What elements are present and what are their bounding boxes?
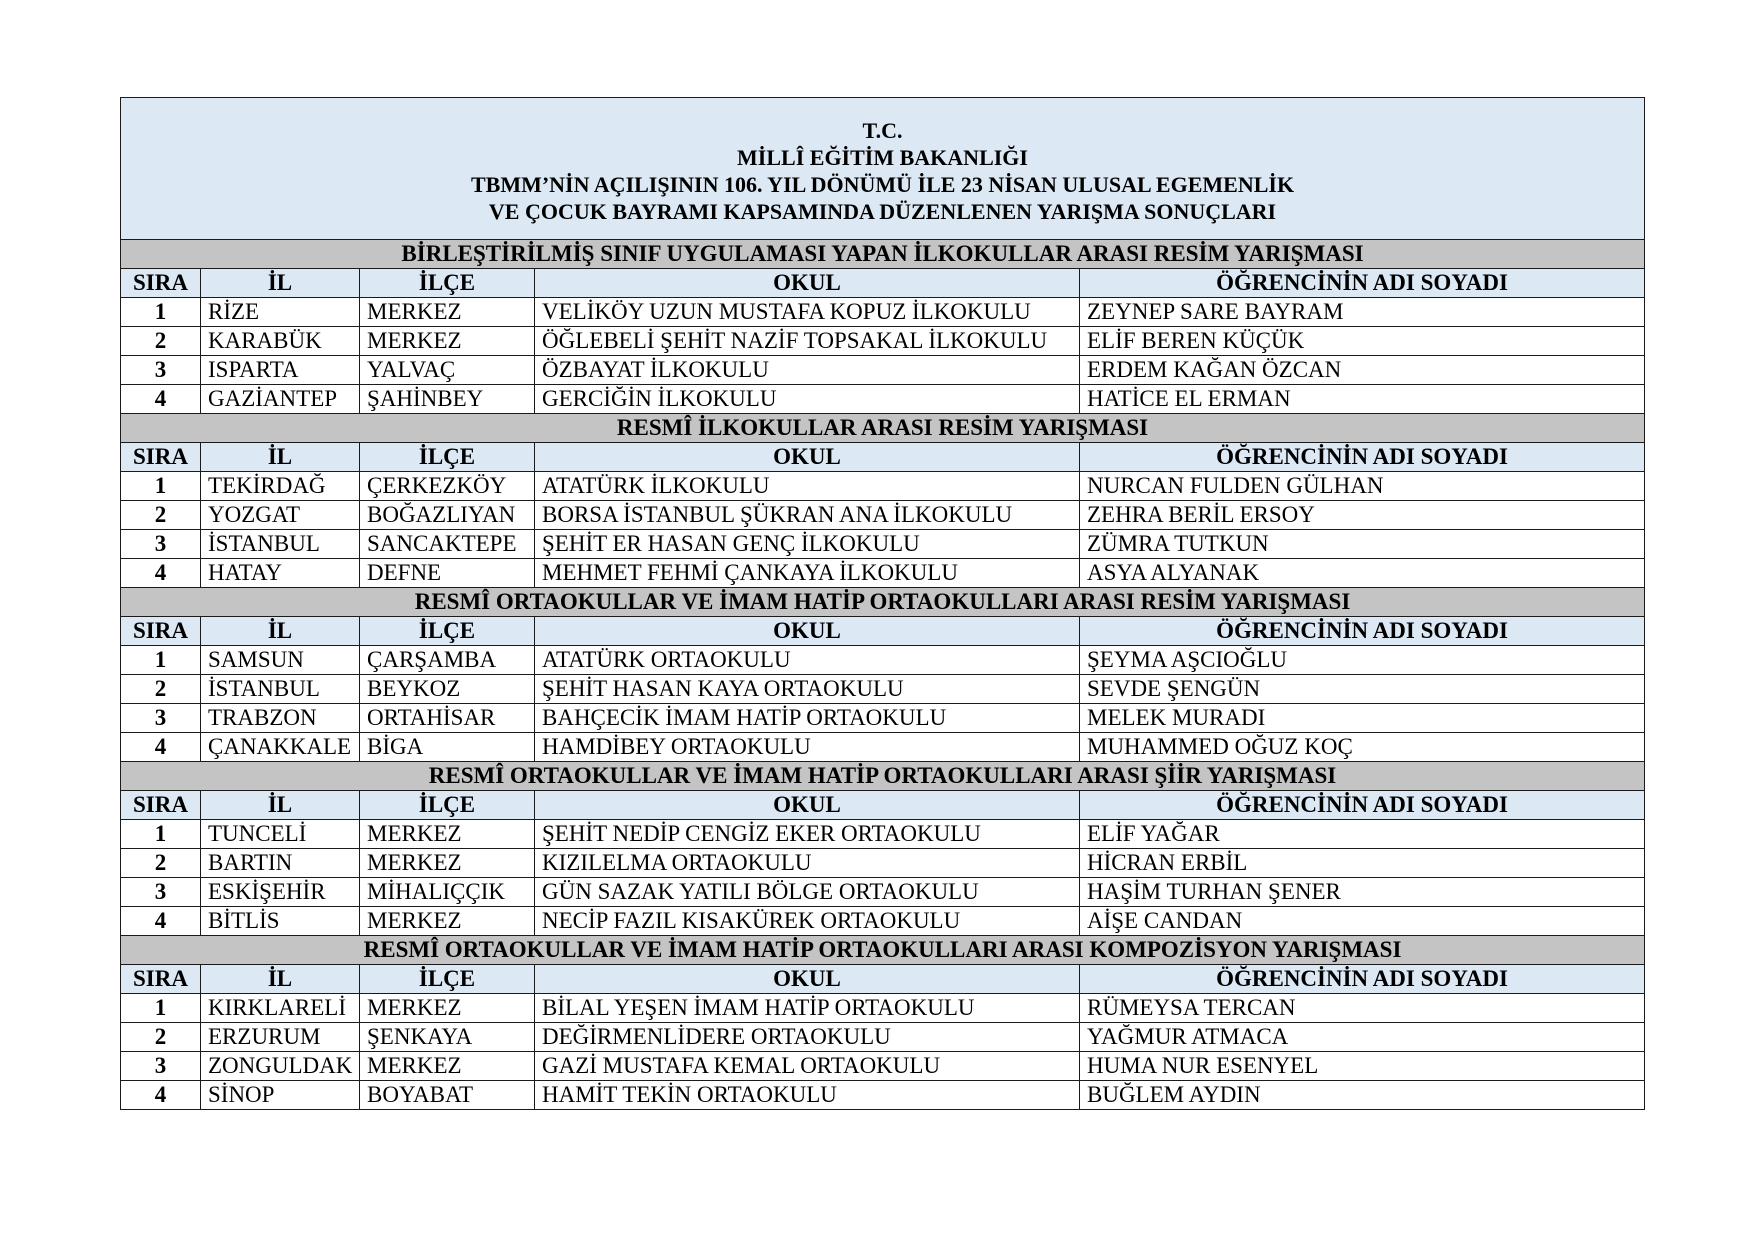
cell-il: İSTANBUL <box>201 675 360 704</box>
table-row <box>121 733 1645 762</box>
column-header-ogrenci: ÖĞRENCİNİN ADI SOYADI <box>1080 791 1645 820</box>
cell-il: SİNOP <box>201 1081 360 1110</box>
cell-sira: 3 <box>121 704 201 733</box>
cell-sira: 2 <box>121 1023 201 1052</box>
section-title-row <box>121 414 1645 443</box>
cell-ilce: DEFNE <box>360 559 535 588</box>
document-header-cell <box>121 98 1645 240</box>
cell-il: SAMSUN <box>201 646 360 675</box>
cell-ilce: MERKEZ <box>360 820 535 849</box>
section-title-row <box>121 588 1645 617</box>
cell-il: BARTIN <box>201 849 360 878</box>
cell-ilce: SANCAKTEPE <box>360 530 535 559</box>
cell-ilce: BOYABAT <box>360 1081 535 1110</box>
cell-il: TRABZON <box>201 704 360 733</box>
cell-ogrenci: ZÜMRA TUTKUN <box>1080 530 1645 559</box>
cell-il: RİZE <box>201 298 360 327</box>
cell-il: HATAY <box>201 559 360 588</box>
section-title-row <box>121 936 1645 965</box>
cell-sira: 1 <box>121 472 201 501</box>
cell-okul: ŞEHİT ER HASAN GENÇ İLKOKULU <box>535 530 1080 559</box>
column-header-il: İL <box>201 791 360 820</box>
cell-sira: 3 <box>121 878 201 907</box>
section-title: BİRLEŞTİRİLMİŞ SINIF UYGULAMASI YAPAN İLKOKULLAR ARASI RESİM YARIŞMASI <box>121 240 1645 269</box>
results-table <box>120 97 1645 1110</box>
header-line-4: VE ÇOCUK BAYRAMI KAPSAMINDA DÜZENLENEN YARIŞMA SONUÇLARI <box>488 198 1277 224</box>
cell-ogrenci: ELİF BEREN KÜÇÜK <box>1080 327 1645 356</box>
header-line-2: MİLLÎ EĞİTİM BAKANLIĞI <box>737 144 1028 170</box>
column-header-okul: OKUL <box>535 443 1080 472</box>
cell-ilce: ÇERKEZKÖY <box>360 472 535 501</box>
cell-ogrenci: YAĞMUR ATMACA <box>1080 1023 1645 1052</box>
cell-il: ESKİŞEHİR <box>201 878 360 907</box>
column-header-ilce: İLÇE <box>360 617 535 646</box>
section-title: RESMÎ İLKOKULLAR ARASI RESİM YARIŞMASI <box>121 414 1645 443</box>
results-document <box>120 97 1644 1110</box>
cell-okul: ŞEHİT NEDİP CENGİZ EKER ORTAOKULU <box>535 820 1080 849</box>
cell-ilce: MERKEZ <box>360 849 535 878</box>
column-header-sira: SIRA <box>121 791 201 820</box>
cell-il: TUNCELİ <box>201 820 360 849</box>
cell-ilce: ŞAHİNBEY <box>360 385 535 414</box>
cell-il: ISPARTA <box>201 356 360 385</box>
table-row <box>121 1052 1645 1081</box>
cell-sira: 4 <box>121 907 201 936</box>
cell-okul: MEHMET FEHMİ ÇANKAYA İLKOKULU <box>535 559 1080 588</box>
column-header-okul: OKUL <box>535 791 1080 820</box>
cell-okul: ÖĞLEBELİ ŞEHİT NAZİF TOPSAKAL İLKOKULU <box>535 327 1080 356</box>
table-row <box>121 1081 1645 1110</box>
cell-ilce: MERKEZ <box>360 1052 535 1081</box>
table-row <box>121 675 1645 704</box>
cell-ilce: BİGA <box>360 733 535 762</box>
cell-ilce: MERKEZ <box>360 298 535 327</box>
column-header-sira: SIRA <box>121 965 201 994</box>
column-header-ogrenci: ÖĞRENCİNİN ADI SOYADI <box>1080 443 1645 472</box>
cell-ogrenci: NURCAN FULDEN GÜLHAN <box>1080 472 1645 501</box>
cell-sira: 3 <box>121 530 201 559</box>
column-header-ilce: İLÇE <box>360 269 535 298</box>
column-header-il: İL <box>201 443 360 472</box>
cell-ogrenci: BUĞLEM AYDIN <box>1080 1081 1645 1110</box>
cell-sira: 1 <box>121 298 201 327</box>
cell-il: KARABÜK <box>201 327 360 356</box>
cell-ilce: MERKEZ <box>360 994 535 1023</box>
cell-okul: HAMİT TEKİN ORTAOKULU <box>535 1081 1080 1110</box>
cell-il: TEKİRDAĞ <box>201 472 360 501</box>
cell-okul: VELİKÖY UZUN MUSTAFA KOPUZ İLKOKULU <box>535 298 1080 327</box>
column-header-sira: SIRA <box>121 443 201 472</box>
cell-ilce: ŞENKAYA <box>360 1023 535 1052</box>
cell-il: ZONGULDAK <box>201 1052 360 1081</box>
cell-ogrenci: ŞEYMA AŞCIOĞLU <box>1080 646 1645 675</box>
section-title: RESMÎ ORTAOKULLAR VE İMAM HATİP ORTAOKULLARI ARASI ŞİİR YARIŞMASI <box>121 762 1645 791</box>
cell-okul: KIZILELMA ORTAOKULU <box>535 849 1080 878</box>
column-header-row <box>121 617 1645 646</box>
document-header <box>121 98 1645 240</box>
cell-ilce: ORTAHİSAR <box>360 704 535 733</box>
cell-okul: ŞEHİT HASAN KAYA ORTAOKULU <box>535 675 1080 704</box>
cell-okul: ATATÜRK ORTAOKULU <box>535 646 1080 675</box>
table-row <box>121 704 1645 733</box>
header-line-1: T.C. <box>862 117 903 143</box>
cell-sira: 2 <box>121 327 201 356</box>
table-row <box>121 298 1645 327</box>
column-header-row <box>121 443 1645 472</box>
column-header-ilce: İLÇE <box>360 443 535 472</box>
table-row <box>121 472 1645 501</box>
cell-okul: BAHÇECİK İMAM HATİP ORTAOKULU <box>535 704 1080 733</box>
cell-okul: DEĞİRMENLİDERE ORTAOKULU <box>535 1023 1080 1052</box>
column-header-ilce: İLÇE <box>360 965 535 994</box>
cell-ogrenci: ASYA ALYANAK <box>1080 559 1645 588</box>
cell-ogrenci: ERDEM KAĞAN ÖZCAN <box>1080 356 1645 385</box>
cell-ogrenci: MELEK MURADI <box>1080 704 1645 733</box>
cell-ilce: MERKEZ <box>360 907 535 936</box>
cell-il: YOZGAT <box>201 501 360 530</box>
cell-ilce: BOĞAZLIYAN <box>360 501 535 530</box>
cell-ogrenci: SEVDE ŞENGÜN <box>1080 675 1645 704</box>
table-row <box>121 327 1645 356</box>
column-header-il: İL <box>201 269 360 298</box>
cell-ogrenci: RÜMEYSA TERCAN <box>1080 994 1645 1023</box>
cell-sira: 4 <box>121 385 201 414</box>
column-header-okul: OKUL <box>535 269 1080 298</box>
cell-okul: BİLAL YEŞEN İMAM HATİP ORTAOKULU <box>535 994 1080 1023</box>
cell-ilce: YALVAÇ <box>360 356 535 385</box>
cell-okul: GAZİ MUSTAFA KEMAL ORTAOKULU <box>535 1052 1080 1081</box>
column-header-il: İL <box>201 965 360 994</box>
cell-sira: 1 <box>121 994 201 1023</box>
cell-okul: GÜN SAZAK YATILI BÖLGE ORTAOKULU <box>535 878 1080 907</box>
cell-okul: NECİP FAZIL KISAKÜREK ORTAOKULU <box>535 907 1080 936</box>
table-row <box>121 1023 1645 1052</box>
cell-okul: BORSA İSTANBUL ŞÜKRAN ANA İLKOKULU <box>535 501 1080 530</box>
cell-sira: 1 <box>121 820 201 849</box>
cell-il: KIRKLARELİ <box>201 994 360 1023</box>
cell-il: GAZİANTEP <box>201 385 360 414</box>
cell-il: BİTLİS <box>201 907 360 936</box>
table-row <box>121 878 1645 907</box>
cell-il: İSTANBUL <box>201 530 360 559</box>
cell-ilce: ÇARŞAMBA <box>360 646 535 675</box>
cell-ogrenci: MUHAMMED OĞUZ KOÇ <box>1080 733 1645 762</box>
cell-sira: 4 <box>121 559 201 588</box>
table-row <box>121 994 1645 1023</box>
cell-ogrenci: HATİCE EL ERMAN <box>1080 385 1645 414</box>
table-row <box>121 646 1645 675</box>
cell-sira: 2 <box>121 849 201 878</box>
cell-ilce: MİHALIÇÇIK <box>360 878 535 907</box>
table-row <box>121 356 1645 385</box>
table-row <box>121 530 1645 559</box>
section-title-row <box>121 762 1645 791</box>
cell-ogrenci: ELİF YAĞAR <box>1080 820 1645 849</box>
cell-ilce: MERKEZ <box>360 327 535 356</box>
section-title: RESMÎ ORTAOKULLAR VE İMAM HATİP ORTAOKULLARI ARASI KOMPOZİSYON YARIŞMASI <box>121 936 1645 965</box>
column-header-okul: OKUL <box>535 965 1080 994</box>
cell-sira: 2 <box>121 501 201 530</box>
cell-ogrenci: HAŞİM TURHAN ŞENER <box>1080 878 1645 907</box>
cell-il: ÇANAKKALE <box>201 733 360 762</box>
column-header-sira: SIRA <box>121 617 201 646</box>
cell-sira: 1 <box>121 646 201 675</box>
header-line-3: TBMM’NİN AÇILIŞININ 106. YIL DÖNÜMÜ İLE 23 NİSAN ULUSAL EGEMENLİK <box>470 171 1295 197</box>
cell-sira: 2 <box>121 675 201 704</box>
cell-sira: 4 <box>121 1081 201 1110</box>
column-header-ilce: İLÇE <box>360 791 535 820</box>
column-header-row <box>121 965 1645 994</box>
cell-okul: ATATÜRK İLKOKULU <box>535 472 1080 501</box>
column-header-row <box>121 269 1645 298</box>
column-header-sira: SIRA <box>121 269 201 298</box>
table-row <box>121 559 1645 588</box>
section-title-row <box>121 240 1645 269</box>
cell-okul: ÖZBAYAT İLKOKULU <box>535 356 1080 385</box>
cell-ogrenci: HUMA NUR ESENYEL <box>1080 1052 1645 1081</box>
cell-sira: 3 <box>121 1052 201 1081</box>
cell-il: ERZURUM <box>201 1023 360 1052</box>
cell-sira: 4 <box>121 733 201 762</box>
column-header-il: İL <box>201 617 360 646</box>
cell-ogrenci: AİŞE CANDAN <box>1080 907 1645 936</box>
cell-ogrenci: ZEHRA BERİL ERSOY <box>1080 501 1645 530</box>
section-title: RESMÎ ORTAOKULLAR VE İMAM HATİP ORTAOKULLARI ARASI RESİM YARIŞMASI <box>121 588 1645 617</box>
table-row <box>121 820 1645 849</box>
column-header-ogrenci: ÖĞRENCİNİN ADI SOYADI <box>1080 269 1645 298</box>
column-header-ogrenci: ÖĞRENCİNİN ADI SOYADI <box>1080 617 1645 646</box>
cell-sira: 3 <box>121 356 201 385</box>
cell-ogrenci: ZEYNEP SARE BAYRAM <box>1080 298 1645 327</box>
table-row <box>121 385 1645 414</box>
cell-okul: HAMDİBEY ORTAOKULU <box>535 733 1080 762</box>
table-row <box>121 501 1645 530</box>
table-row <box>121 849 1645 878</box>
cell-ogrenci: HİCRAN ERBİL <box>1080 849 1645 878</box>
column-header-okul: OKUL <box>535 617 1080 646</box>
column-header-ogrenci: ÖĞRENCİNİN ADI SOYADI <box>1080 965 1645 994</box>
cell-ilce: BEYKOZ <box>360 675 535 704</box>
column-header-row <box>121 791 1645 820</box>
cell-okul: GERCİĞİN İLKOKULU <box>535 385 1080 414</box>
table-row <box>121 907 1645 936</box>
